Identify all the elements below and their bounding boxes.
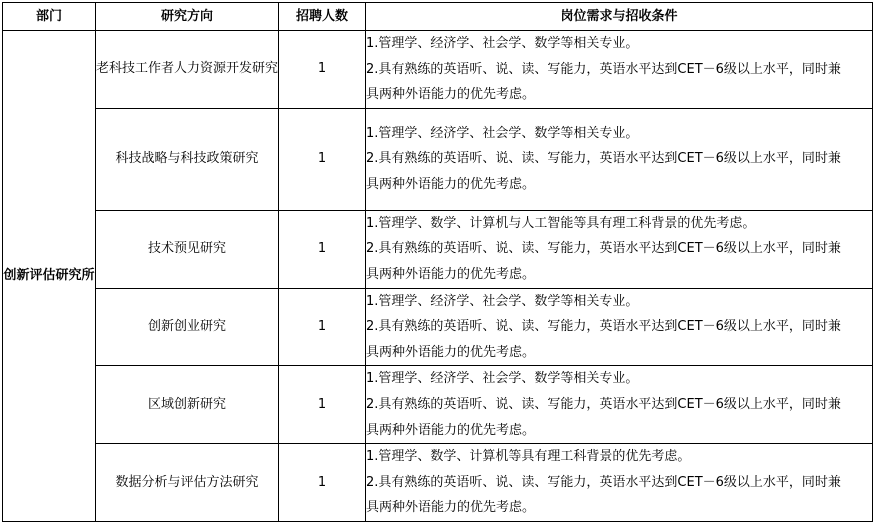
count-cell: 1 [279,210,366,288]
requirement-line: 2.具有熟练的英语听、说、读、写能力，英语水平达到CET－6级以上水平，同时兼 [366,151,841,167]
header-department: 部门 [3,3,96,31]
requirement-line: 具两种外语能力的优先考虑。 [366,87,536,103]
requirements-cell [366,31,873,109]
requirement-line: 2.具有熟练的英语听、说、读、写能力，英语水平达到CET－6级以上水平，同时兼 [366,241,841,257]
requirement-line: 具两种外语能力的优先考虑。 [366,500,536,516]
direction-cell: 科技战略与科技政策研究 [96,108,279,210]
table-row [3,366,873,444]
requirement-line: 具两种外语能力的优先考虑。 [366,266,536,282]
requirement-line: 2.具有熟练的英语听、说、读、写能力，英语水平达到CET－6级以上水平，同时兼 [366,61,841,77]
requirement-line: 1.管理学、经济学、社会学、数学等相关专业。 [366,36,639,51]
header-requirements: 岗位需求与招收条件 [366,3,873,31]
requirement-line: 具两种外语能力的优先考虑。 [366,177,536,193]
count-cell: 1 [279,288,366,366]
requirement-line: 2.具有熟练的英语听、说、读、写能力，英语水平达到CET－6级以上水平，同时兼 [366,319,841,335]
header-direction: 研究方向 [96,3,279,31]
requirement-line: 1.管理学、经济学、社会学、数学等相关专业。 [366,293,639,309]
requirement-line: 1.管理学、经济学、社会学、数学等相关专业。 [366,371,639,387]
direction-cell: 老科技工作者人力资源开发研究 [96,31,279,109]
requirements-cell [366,288,873,366]
direction-cell: 技术预见研究 [96,210,279,288]
count-cell: 1 [279,31,366,109]
direction-cell: 区域创新研究 [96,366,279,444]
requirement-line: 具两种外语能力的优先考虑。 [366,344,536,360]
table-row [3,444,873,522]
header-row [3,3,873,31]
table-row [3,108,873,210]
direction-cell: 数据分析与评估方法研究 [96,444,279,522]
requirement-line: 2.具有熟练的英语听、说、读、写能力，英语水平达到CET－6级以上水平，同时兼 [366,474,841,490]
table-row [3,31,873,109]
count-cell: 1 [279,444,366,522]
header-count: 招聘人数 [279,3,366,31]
requirements-cell [366,210,873,288]
count-cell: 1 [279,108,366,210]
direction-cell: 创新创业研究 [96,288,279,366]
requirements-cell [366,444,873,522]
requirements-cell [366,108,873,210]
requirement-line: 1.管理学、数学、计算机与人工智能等具有理工科背景的优先考虑。 [366,215,756,231]
requirement-line: 1.管理学、经济学、社会学、数学等相关专业。 [366,125,639,141]
requirement-line: 具两种外语能力的优先考虑。 [366,422,536,438]
recruitment-table [2,2,873,522]
requirements-cell [366,366,873,444]
table-row [3,288,873,366]
count-cell: 1 [279,366,366,444]
department-cell: 创新评估研究所 [3,31,96,522]
requirement-line: 2.具有熟练的英语听、说、读、写能力，英语水平达到CET－6级以上水平，同时兼 [366,396,841,412]
requirement-line: 1.管理学、数学、计算机等具有理工科背景的优先考虑。 [366,449,691,465]
table-row [3,210,873,288]
